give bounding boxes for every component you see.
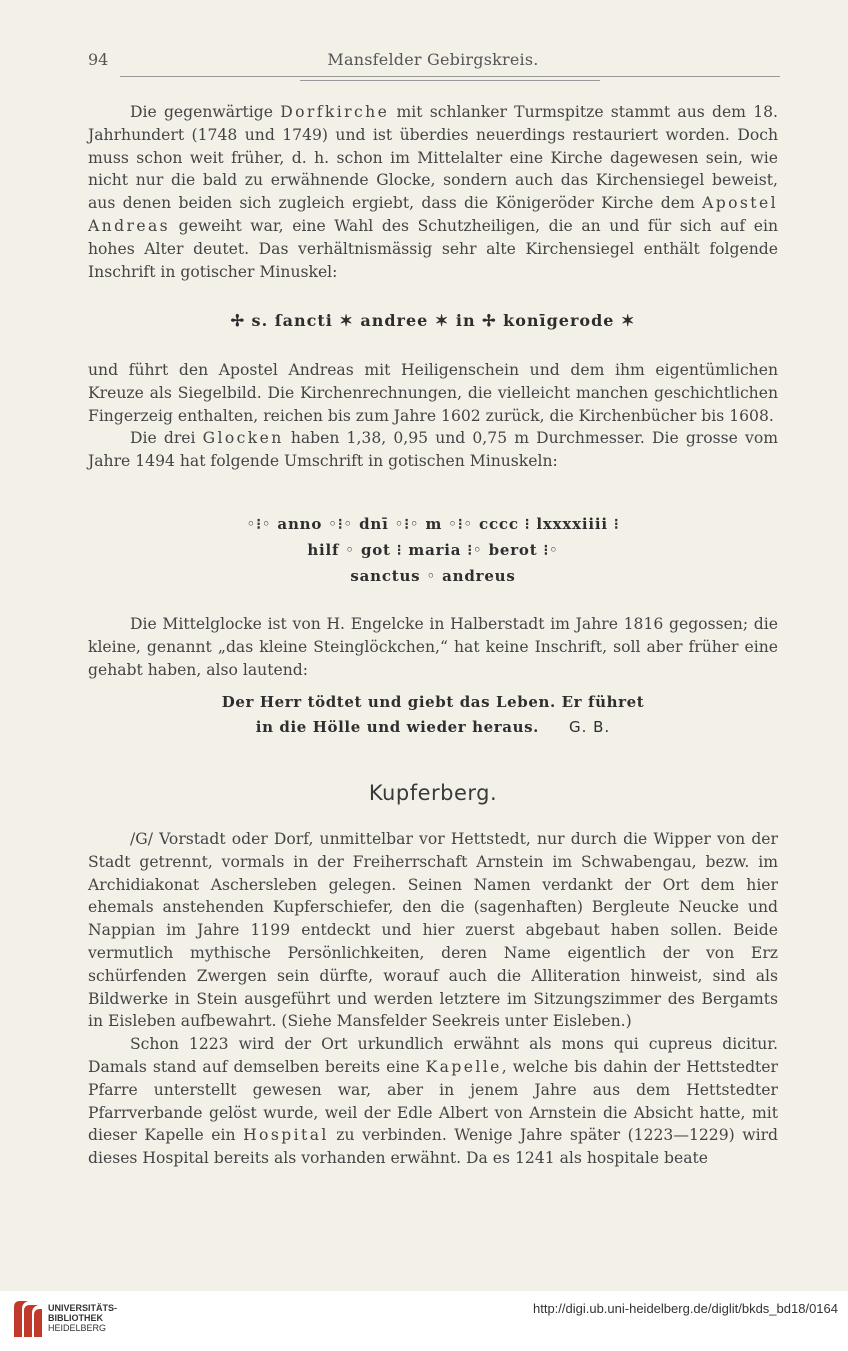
para5-text: /G/ Vorstadt oder Dorf, unmittelbar vor Hettstedt, nur durch die Wipper von der Stadt getrennt, vormals in der Freiherrschaft Arnstein im Schwabengau, bezw. im Archidiakonat Aschersleben gelegen. Seinen Namen verdankt der Ort dem hier ehemals anstehenden Kupferschiefer, den die (sagenhaften) Bergleute Neucke und Nappian im Jahre 1199 entdeckt und hier zuerst abgebaut haben sollen. Beide vermutlich mythische Persönlichkeiten, deren Name eigentlich der von Erz schürfenden Zwergen sein dürfte, worauf auch die Alliteration hinweist, sind als Bildwerke in Stein ausgeführt und werden letztere im Sitzungszimmer des Bergamts in Eisleben aufbewahrt. (Siehe Mansfelder Seekreis unter Eisleben.) <box>88 830 778 1031</box>
bell-inscription-line-3: sanctus ◦ andreus <box>350 567 516 585</box>
para2-text: und führt den Apostel Andreas mit Heiligenschein und dem ihm eigentümlichen Kreuze als Siegelbild. Die Kirchenrechnungen, die vielleicht manchen geschichtlichen Fingerzeig enthalten, reichen bis zum Jahre 1602 zurück, die Kirchenbücher bis 1608. <box>88 361 778 425</box>
bell-inscription-line-2: hilf ◦ got ⁝ maria ⁝◦ berot ⁝◦ <box>307 541 559 559</box>
page-header <box>88 50 778 72</box>
paragraph-kupferberg <box>88 828 778 1170</box>
permalink-url[interactable]: http://digi.ub.uni-heidelberg.de/diglit/bkds_bd18/0164 <box>532 1301 838 1316</box>
header-rule <box>120 76 780 77</box>
para1-text-1: Die gegenwärtige <box>130 103 281 121</box>
running-title: Mansfelder Gebirgskreis. <box>327 50 539 69</box>
para1-text-2: mit schlanker Turmspitze stammt aus dem 18. Jahrhundert (1748 und 1749) und ist überdies neuerdings restauriert worden. Doch muss schon weit früher, d. h. schon im Mittelalter eine Kirche dagewesen sein, wie nicht nur die bald zu erwähnende Glocke, sondern auch das Kirchensiegel beweist, aus denen beiden sich zugleich ergiebt, dass die Königeröder Kirche dem <box>88 103 778 213</box>
viewer-footer <box>0 1291 848 1351</box>
bell-inscription-line-1: ◦⁝◦ anno ◦⁝◦ dnī ◦⁝◦ m ◦⁝◦ cccc ⁝ lxxxxiiii ⁝ <box>246 515 620 533</box>
term-glocken: Glocken <box>202 429 284 448</box>
term-apostel-andreas: Apostel Andreas <box>88 194 778 235</box>
paragraph-siegelbild <box>88 359 778 473</box>
seal-inscription: ✢ s. ſancti ✶ andree ✶ in ✢ konīgerode ✶ <box>230 311 636 330</box>
para3-text-2: haben 1,38, 0,95 und 0,75 m Durchmesser. Die grosse vom Jahre 1494 hat folgende Umschrift in gotischen Minuskeln: <box>88 429 778 471</box>
para6-text-1: Schon 1223 wird der Ort urkundlich erwähnt als mons qui cupreus dicitur. Damals stand auf demselben bereits eine <box>88 1035 778 1076</box>
para3-text-1: Die drei <box>130 429 203 448</box>
para6-text-2: , welche bis dahin der Hettstedter Pfarre unterstellt gewesen war, aber in jenem Jahre aus dem Hettstedter Pfarrverbande gelöst wurde, weil der Edle Albert von Arnstein die Absicht hatte, mit dieser Kapelle ein <box>88 1057 778 1145</box>
section-heading-kupferberg: Kupferberg. <box>368 781 498 805</box>
small-bell-line-2: in die Hölle und wieder heraus. <box>255 718 539 736</box>
library-logo-icon <box>10 1299 44 1339</box>
library-logo-text: UNIVERSITÄTS- BIBLIOTHEK HEIDELBERG <box>48 1303 118 1333</box>
para1-text-3: geweiht war, eine Wahl des Schutzheiligen, die an und für sich auf ein hohes Alter deutet. Das verhältnismässig sehr alte Kirchensiegel enthält folgende Inschrift in gotischer Minuskel: <box>88 216 778 281</box>
small-bell-inscription <box>88 690 778 740</box>
author-initials: G. B. <box>568 718 611 736</box>
paragraph-mittelglocke <box>88 613 778 681</box>
paragraph-dorfkirche <box>88 101 778 283</box>
para4-text: Die Mittelglocke ist von H. Engelcke in Halberstadt im Jahre 1816 gegossen; die kleine, genannt „das kleine Steinglöckchen,“ hat keine Inschrift, soll aber früher eine gehabt haben, also lautend: <box>88 615 778 679</box>
term-kapelle: Kapelle <box>425 1057 502 1076</box>
term-hospital: Hospital <box>243 1126 329 1145</box>
page-number: 94 <box>88 50 109 69</box>
para6-text-3: zu verbinden. Wenige Jahre später (1223—1229) wird dieses Hospital bereits als vorhanden erwähnt. Da es 1241 als hospitale beate <box>88 1126 778 1168</box>
header-rule-short <box>300 80 600 81</box>
term-dorfkirche: Dorfkirche <box>280 103 390 121</box>
bell-inscription <box>88 511 778 589</box>
small-bell-line-1: Der Herr tödtet und giebt das Leben. Er führet <box>221 693 645 711</box>
